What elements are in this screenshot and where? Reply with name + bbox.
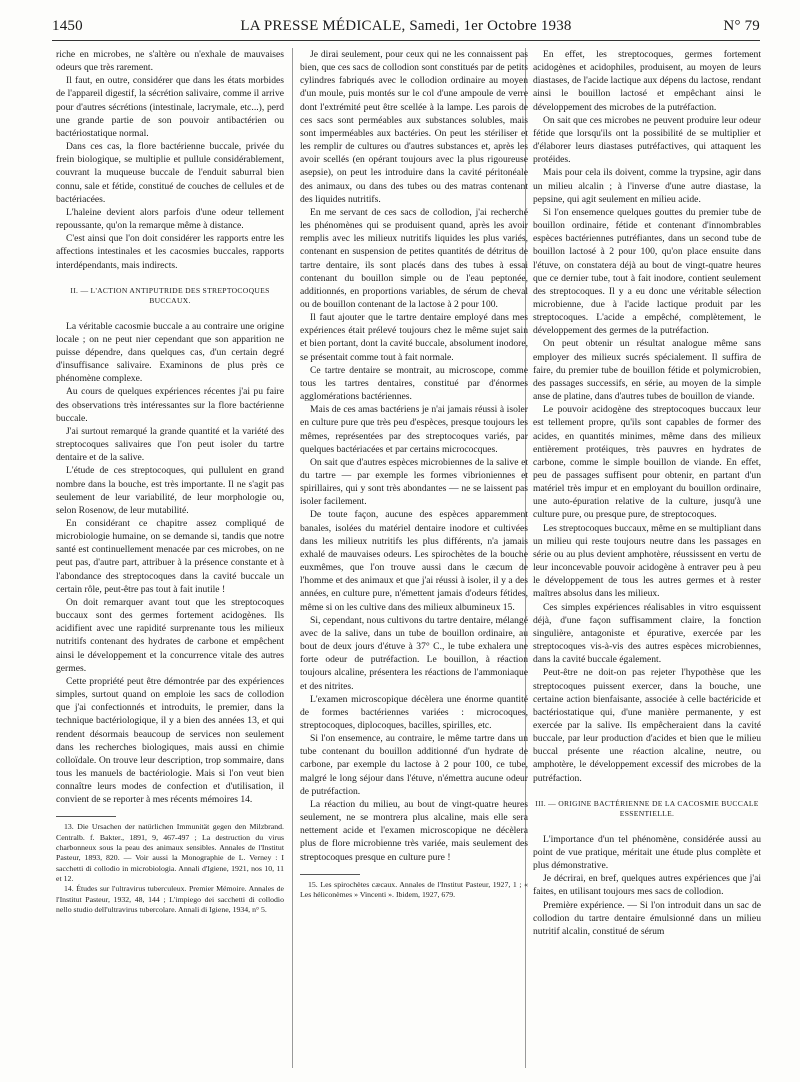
paragraph: Cette propriété peut être démontrée par des expériences simples, surtout quand on emploie les sacs de collodion que j'ai confectionnés et introduits, le premier, dans la technique bactériologique, il y a bien des années 13, et qui rendent désormais beaucoup de services non seulement dans les recherches biologiques, mais aussi en chimie colloïdale. On trouve leur description, trop sommaire, dans tous les manuels de bactériologie. Mais si l'on veut bien connaître leurs modes de confection et d'utilisation, il convient de se reporter à mes récents mémoires 14. (56, 675, 284, 806)
paragraph: On sait que ces microbes ne peuvent produire leur odeur fétide que lorsqu'ils ont la possibilité de se multiplier et d'élaborer leurs diastases putréfactives, qui attaquent les protéides. (533, 114, 761, 166)
column-1 (56, 48, 284, 915)
paragraph: En me servant de ces sacs de collodion, j'ai recherché les phénomènes qui se produisent quand, après les avoir remplis avec les milieux nutritifs liquides les plus variés, contenant en suspension de petites quantités de détritus de tartre dentaire, ils sont placés dans des tubes à essai contenant du bouillon simple ou de l'eau peptonée, additionnés, en proportions variables, de sérum de cheval ou de bouillon contenant de la lactose à 2 pour 100. (300, 206, 528, 310)
paragraph: La réaction du milieu, au bout de vingt-quatre heures seulement, ne se montrera plus alcaline, mais elle sera nettement acide et l'examen microscopique ne décèlera plus de flore microbienne très variée, mais seulement des streptocoques presque en culture pure ! (300, 798, 528, 863)
page-header (52, 18, 760, 38)
column-divider (292, 48, 293, 1068)
header-rule (52, 40, 760, 41)
column-3 (533, 48, 761, 938)
paragraph: Mais pour cela ils doivent, comme la trypsine, agir dans un milieu alcalin ; à l'inverse d'une autre diastase, la pepsine, qui agit seulement en milieu acide. (533, 167, 761, 205)
paragraph: Si l'on ensemence quelques gouttes du premier tube de bouillon ordinaire, fétide et contenant d'innombrables espèces bactériennes putréfiantes, dans un second tube de bouillon lactosé à 2 pour 100, qu'on place ensuite dans l'étuve, on constatera déjà au bout de vingt-quatre heures que ce dernier tube, tout à fait inodore, contient seulement des streptocoques. Il y a eu donc une véritable sélection microbienne, due à l'acide lactique produit par les streptocoques. L'acide a empêché, complètement, le développement des germes de la putréfaction. (533, 206, 761, 337)
paragraph: Je dirai seulement, pour ceux qui ne les connaissent pas bien, que ces sacs de collodion sont constitués par de petits cylindres fabriqués avec le collodion ordinaire au moyen d'un moule, puis montés sur le col d'une ampoule de verre dont l'extrémité peut être scellée à la lampe. Les parois de ces sacs sont perméables aux substances solubles, mais sont imperméables aux bactéries. On peut les stériliser et les remplir de cultures ou d'autres substances et, après les avoir scellés (en opérant toujours avec la plus rigoureuse asepsie), on peut les introduire dans la cavité péritonéale des animaux, ou dans des tubes ou des matras contenant des liquides nutritifs. (300, 49, 528, 205)
footnote: 13. Die Ursachen der natürlichen Immunität gegen den Milzbrand. Centralb. f. Bakter., 1891, 9, 467-497 ; La destruction du virus charbonneux sous la peau des animaux sensibles. Annales de l'Institut Pasteur, 1893, 820. — Voir aussi la Monographie de L. Verney : I sacchetti di collodio in microbiologia. Annali d'Igiene, 1921, nos 10, 11 et 12. (56, 822, 284, 883)
paragraph: Le pouvoir acidogène des streptocoques buccaux leur est tellement propre, qu'ils sont capables de former des acides, en quantités minimes, même dans des milieux entièrement protéiques, très pauvres en hydrates de carbone, comme le simple bouillon de viande. En effet, peu de passages suffisent pour obtenir, en partant d'un matériel très impur et en employant du bouillon ordinaire, une auto-épuration relative de la culture, jusqu'à une culture pure, ou presque pure, de streptocoques. (533, 404, 761, 521)
paragraph: J'ai surtout remarqué la grande quantité et la variété des streptocoques salivaires que l'on peut isoler du tartre dentaire et de la salive. (56, 425, 284, 464)
paragraph: Mais de ces amas bactériens je n'ai jamais réussi à isoler en culture pure que très peu d'espèces, presque toujours les mêmes, représentées par des streptocoques variés, par quelques bactériacées et par certains micrococques. (300, 404, 528, 455)
paragraph: La véritable cacosmie buccale a au contraire une origine locale ; on ne peut nier cependant que son apparition ne puisse dépendre, dans quelques cas, d'un certain degré d'insuffisance salivaire. Examinons de plus près ce phénomène complexe. (56, 320, 284, 385)
paragraph: On sait que d'autres espèces microbiennes de la salive et du tartre — par exemple les formes vibrioniennes et spirillaires, qui y sont très abondantes — ne se laissent pas isoler facilement. (300, 456, 528, 508)
paragraph: L'étude de ces streptocoques, qui pullulent en grand nombre dans la bouche, est très importante. Il ne s'agit pas seulement de leur variabilité, de leur morphologie ou, selon Rosenow, de leur mutabilité. (56, 465, 284, 516)
paragraph: L'haleine devient alors parfois d'une odeur tellement repoussante, qu'on la remarque même à distance. (56, 206, 284, 232)
footnote-rule (56, 816, 116, 817)
issue-number: N° 79 (723, 18, 760, 34)
page-number: 1450 (52, 18, 83, 34)
paragraph: Dans ces cas, la flore bactérienne buccale, privée du frein biologique, se multiplie et pullule considérablement, couvrant la muqueuse buccale de l'enduit saburral bien connu, sale et fétide, constitué de couches de cellules et de bactériacées. (56, 141, 284, 205)
paragraph: Les streptocoques buccaux, même en se multipliant dans un milieu qui reste toujours neutre dans les passages en série ou au plus devient amphotère, réussissent en vertu de leur inconcevable pouvoir acidogène à entraver peu à peu le développement de tous les autres germes et à rester maîtres absolus dans les milieux. (533, 522, 761, 600)
paragraph: L'examen microscopique décèlera une énorme quantité de formes bactériennes variées : microcoques, streptocoques, diplocoques, bacilles, spirilles, etc. (300, 693, 528, 731)
section-title: III. — ORIGINE BACTÉRIENNE DE LA CACOSMIE BUCCALE ESSENTIELLE. (535, 798, 759, 818)
paragraph: On doit remarquer avant tout que les streptocoques buccaux sont des germes fortement acidogènes. Ils acidifient avec une rapidité surprenante tous les milieux nutritifs contenant des hydrates de carbone et empêchent ainsi le développement et la concurrence vitale des autres germes. (56, 596, 284, 674)
section-title: II. — L'ACTION ANTIPUTRIDE DES STREPTOCOQUES BUCCAUX. (70, 285, 270, 305)
paragraph: En effet, les streptocoques, germes fortement acidogènes et acidophiles, produisent, au moyen de leurs diastases, de l'acide lactique aux dépens du lactose, rendant ainsi le bouillon lactosé et empêchant ainsi le développement des microbes de la putréfaction. (533, 49, 761, 113)
paragraph: Si, cependant, nous cultivons du tartre dentaire, mélangé avec de la salive, dans un tube de bouillon ordinaire, au bout de deux jours d'étuve à 37° C., le tube exhalera une forte odeur de putréfaction. Le bouillon, à réaction toujours alcaline, présentera les réactions de l'ammoniaque et des nitrites. (300, 614, 528, 692)
footnote: 15. Les spirochètes cæcaux. Annales de l'Institut Pasteur, 1927, 1 ; « Les héliconèmes » Vincenti ». Ibidem, 1927, 679. (300, 879, 528, 899)
paragraph: Il faut ajouter que le tartre dentaire employé dans mes expériences était prélevé toujours chez le même sujet sain et bien portant, dont la cavité buccale, absolument inodore, se présentait comme tout à fait normale. (300, 312, 528, 363)
paragraph: Il faut, en outre, considérer que dans les états morbides de l'appareil digestif, la sécrétion salivaire, comme il arrive pour d'autres sécrétions (intestinale, lacrymale, etc...), perd une grande partie de son pouvoir antibactérien ou bactériostatique normal. (56, 75, 284, 139)
footnote-rule (300, 874, 360, 875)
paragraph: Ce tartre dentaire se montrait, au microscope, comme tous les tartres dentaires, constitué par d'énormes agglomérations bactériennes. (300, 364, 528, 403)
footnote: 14. Études sur l'ultravirus tuberculeux. Premier Mémoire. Annales de l'Institut Pasteur, 1932, 48, 144 ; L'impiego dei sacchetti di collodio nello studio dell'ultravirus tubercolare. Annali di Igiene, 1934, n° 5. (56, 884, 284, 914)
paragraph: Peut-être ne doit-on pas rejeter l'hypothèse que les streptocoques puissent exercer, dans la bouche, une certaine action bienfaisante, associée à celle bactéricide et bactériostatique qui, d'une manière permanente, y est exercée par la salive. Ils empêcheraient dans la cavité buccale, par leur production d'acides et bien que le milieu buccal présente une réaction alcaline, neutre, ou amphotère, le développement excessif des microbes de la putréfaction. (533, 667, 761, 784)
paragraph: Si l'on ensemence, au contraire, le même tartre dans un tube contenant du bouillon additionné d'un hydrate de carbone, par exemple du lactose à 2 pour 100, ce tube, malgré le long séjour dans l'étuve, n'émettra aucune odeur de putréfaction. (300, 733, 528, 797)
paragraph: En considérant ce chapitre assez compliqué de microbiologie humaine, on se demande si, tandis que notre santé est continuellement menacée par ces microbes, on ne peut pas, d'autre part, attribuer à la présence constante et à l'abondance des streptocoques dans la cavité buccale un certain rôle, peut-être pas tout à fait inutile ! (56, 518, 284, 595)
paragraph: C'est ainsi que l'on doit considérer les rapports entre les affections intestinales et les cacosmies buccales, rapports interdépendants, mais indirects. (56, 233, 284, 271)
paragraph: Première expérience. — Si l'on introduit dans un sac de collodion du tartre dentaire émulsionné dans un milieu nutritif alcalin, constitué de sérum (533, 899, 761, 937)
column-2 (300, 48, 528, 900)
paragraph: riche en microbes, ne s'altère ou n'exhale de mauvaises odeurs que très rarement. (56, 49, 284, 74)
paragraph: Je décrirai, en bref, quelques autres expériences que j'ai faites, en utilisant toujours mes sacs de collodion. (533, 873, 761, 898)
paragraph: L'importance d'un tel phénomène, considérée aussi au point de vue pratique, méritait une étude plus complète et plus démonstrative. (533, 833, 761, 872)
paragraph: De toute façon, aucune des espèces apparemment banales, isolées du matériel dentaire inodore et cultivées dans les milieux nutritifs les plus différents, n'a jamais exhalé de mauvaises odeurs. Les spirochètes de la bouche euxmêmes, que l'on trouve aussi dans le cæcum de l'homme et des animaux et que j'ai réussi à isoler, il y a des années, en culture pure, n'émettent jamais d'odeurs fétides, même si on les cultive dans des milieux albumineux 15. (300, 509, 528, 613)
journal-title: LA PRESSE MÉDICALE, Samedi, 1er Octobre 1938 (240, 18, 572, 34)
paragraph: Au cours de quelques expériences récentes j'ai pu faire des observations très intéressantes sur la flore bactérienne buccale. (56, 386, 284, 424)
paragraph: Ces simples expériences réalisables in vitro esquissent déjà, d'une façon suffisamment claire, la fonction singulière, antagoniste et épurative, exercée par les streptocoques vis-à-vis des autres espèces microbiennes, dans la cavité buccale également. (533, 601, 761, 666)
paragraph: On peut obtenir un résultat analogue même sans employer des milieux sucrés spécialement. Il suffira de faire, du premier tube de bouillon fétide et polymicrobien, des passages successifs, en série, au moyen de la simple anse de platine, dans d'autres tubes de bouillon de viande. (533, 338, 761, 403)
